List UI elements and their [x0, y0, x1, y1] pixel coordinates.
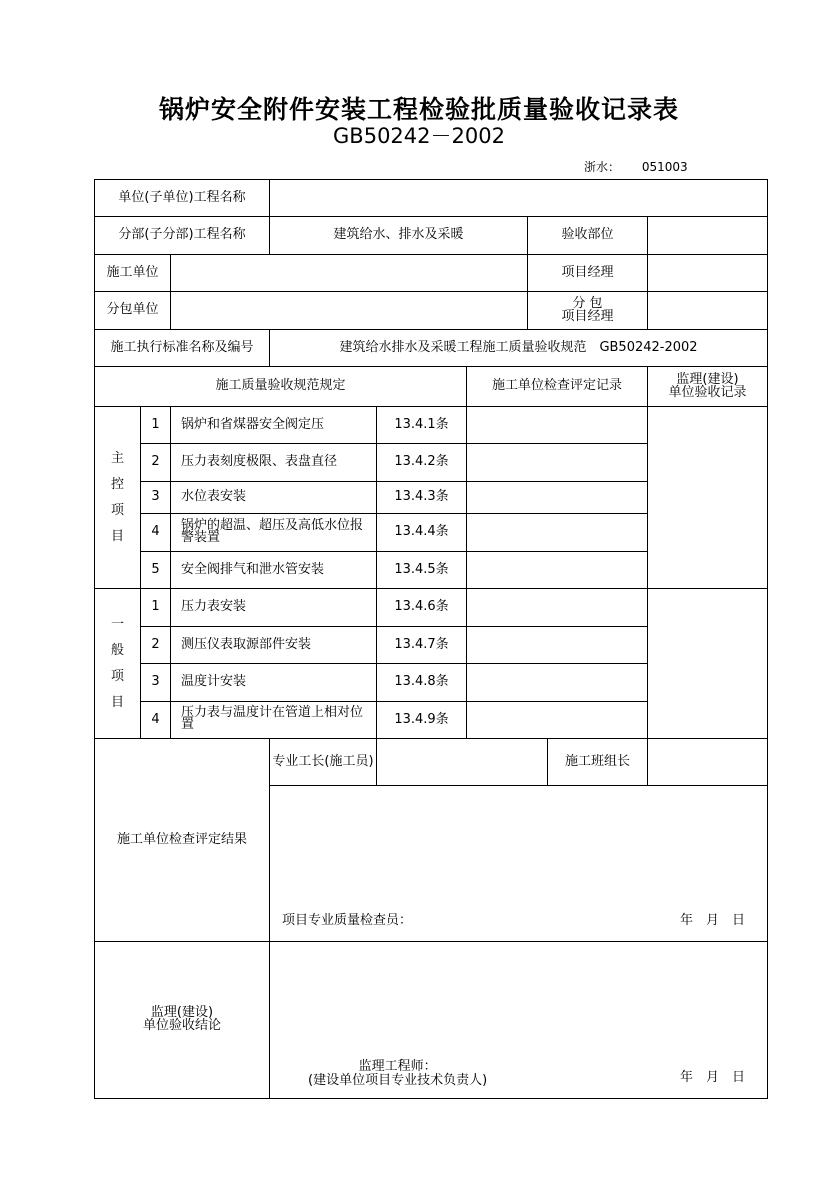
standard-value: 建筑给水排水及采暖工程施工质量验收规范 GB50242-2002: [270, 330, 768, 367]
row-column-headers: [95, 367, 768, 407]
foreman-label: 专业工长(施工员): [270, 739, 377, 786]
item-description: 压力表刻度极限、表盘直径: [171, 444, 377, 482]
item-number: 2: [141, 627, 171, 664]
item-description: 水位表安装: [171, 482, 377, 514]
conclusion-label: [95, 942, 270, 1099]
general-label-char: 目: [110, 694, 124, 710]
item-description: 压力表安装: [171, 589, 377, 627]
main-label-char: 目: [110, 528, 124, 544]
spec-column-header: 施工质量验收规范规定: [95, 367, 467, 407]
row-standard: [95, 330, 768, 367]
conclusion-label-top: 监理(建设): [150, 1005, 214, 1021]
check-record-cell[interactable]: [467, 589, 648, 627]
row-conclusion: [95, 942, 768, 1099]
row-sub-project: [95, 217, 768, 255]
project-manager-label: 项目经理: [528, 255, 648, 292]
item-description: 测压仪表取源部件安装: [171, 627, 377, 664]
unit-project-field[interactable]: [270, 180, 768, 217]
general-label-char: 一: [110, 616, 124, 632]
foreman-field[interactable]: [377, 739, 548, 786]
check-record-cell[interactable]: [467, 514, 648, 552]
item-description-line: 警装置: [181, 529, 221, 545]
sub-project-label: 分部(子分部)工程名称: [95, 217, 270, 255]
item-description: 安全阀排气和泄水管安装: [171, 552, 377, 589]
item-clause: 13.4.5条: [377, 552, 467, 589]
subcontract-manager-label: [528, 292, 648, 330]
unit-project-label: 单位(子单位)工程名称: [95, 180, 270, 217]
item-description: [171, 702, 377, 739]
sub-project-field[interactable]: 建筑给水、排水及采暖: [270, 217, 528, 255]
supervisor-column-header: [648, 367, 768, 407]
supervising-engineer-label: 监理工程师：: [358, 1059, 437, 1074]
check-record-cell[interactable]: [467, 482, 648, 514]
item-clause: 13.4.1条: [377, 407, 467, 444]
supervisor-record-cell[interactable]: [648, 589, 768, 739]
conclusion-body[interactable]: [270, 942, 768, 1099]
subcontract-manager-label-bottom: 项目经理: [561, 308, 614, 324]
main-label-char: 主: [110, 450, 124, 466]
inspection-form-table: [94, 179, 768, 1099]
supervisor-header-top: 监理(建设): [676, 371, 739, 387]
row-foreman: [95, 739, 768, 786]
item-number: 3: [141, 482, 171, 514]
result-label: 施工单位检查评定结果: [95, 739, 270, 942]
item-description-line: 置: [181, 717, 195, 733]
conclusion-date: 年 月 日: [680, 1070, 746, 1086]
item-clause: 13.4.3条: [377, 482, 467, 514]
item-description: [171, 514, 377, 552]
subcontract-manager-field[interactable]: [648, 292, 768, 330]
quality-inspector-label: 项目专业质量检查员：: [282, 913, 413, 929]
team-leader-label: 施工班组长: [548, 739, 648, 786]
project-manager-field[interactable]: [648, 255, 768, 292]
form-code: [584, 158, 688, 175]
item-clause: 13.4.2条: [377, 444, 467, 482]
result-body[interactable]: [270, 786, 768, 942]
team-leader-field[interactable]: [648, 739, 768, 786]
form-code-value: 051003: [641, 160, 688, 174]
subcontract-unit-field[interactable]: [171, 292, 528, 330]
acceptance-part-label: 验收部位: [528, 217, 648, 255]
general-item-row: [95, 589, 768, 627]
supervising-engineer-note: (建设单位项目专业技术负责人): [308, 1073, 488, 1088]
supervisor-record-cell[interactable]: [648, 407, 768, 589]
standard-label: 施工执行标准名称及编号: [95, 330, 270, 367]
form-title: 锅炉安全附件安装工程检验批质量验收记录表: [158, 95, 679, 124]
conclusion-label-bottom: 单位验收结论: [142, 1018, 221, 1034]
item-clause: 13.4.8条: [377, 664, 467, 702]
check-record-cell[interactable]: [467, 444, 648, 482]
item-clause: 13.4.9条: [377, 702, 467, 739]
check-record-cell[interactable]: [467, 664, 648, 702]
item-description: 温度计安装: [171, 664, 377, 702]
result-date: 年 月 日: [680, 913, 746, 929]
item-clause: 13.4.4条: [377, 514, 467, 552]
item-number: 1: [141, 407, 171, 444]
check-record-cell[interactable]: [467, 627, 648, 664]
item-description-line: 压力表与温度计在管道上相对位: [181, 705, 364, 721]
check-column-header: 施工单位检查评定记录: [467, 367, 648, 407]
main-items-group-label: [95, 407, 141, 589]
supervisor-header-bottom: 单位验收记录: [668, 384, 747, 400]
main-label-char: 控: [110, 476, 124, 492]
row-subcontract-unit: [95, 292, 768, 330]
item-clause: 13.4.7条: [377, 627, 467, 664]
row-construction-unit: [95, 255, 768, 292]
general-label-char: 般: [110, 642, 124, 658]
item-number: 5: [141, 552, 171, 589]
main-label-char: 项: [110, 502, 124, 518]
item-number: 4: [141, 702, 171, 739]
item-description-line: 锅炉的超温、超压及高低水位报: [181, 517, 364, 533]
supervising-engineer: [308, 1060, 487, 1088]
check-record-cell[interactable]: [467, 702, 648, 739]
row-unit-project: [95, 180, 768, 217]
construction-unit-field[interactable]: [171, 255, 528, 292]
item-number: 1: [141, 589, 171, 627]
form-code-label: 浙水：: [584, 160, 621, 174]
check-record-cell[interactable]: [467, 407, 648, 444]
main-item-row: [95, 407, 768, 444]
construction-unit-label: 施工单位: [95, 255, 171, 292]
acceptance-part-field[interactable]: [648, 217, 768, 255]
check-record-cell[interactable]: [467, 552, 648, 589]
general-label-char: 项: [110, 668, 124, 684]
general-items-group-label: [95, 589, 141, 739]
item-number: 2: [141, 444, 171, 482]
item-description: 锅炉和省煤器安全阀定压: [171, 407, 377, 444]
item-number: 4: [141, 514, 171, 552]
subcontract-unit-label: 分包单位: [95, 292, 171, 330]
standard-number: GB50242－2002: [333, 124, 505, 148]
subcontract-manager-label-top: 分 包: [572, 295, 603, 311]
item-number: 3: [141, 664, 171, 702]
item-clause: 13.4.6条: [377, 589, 467, 627]
